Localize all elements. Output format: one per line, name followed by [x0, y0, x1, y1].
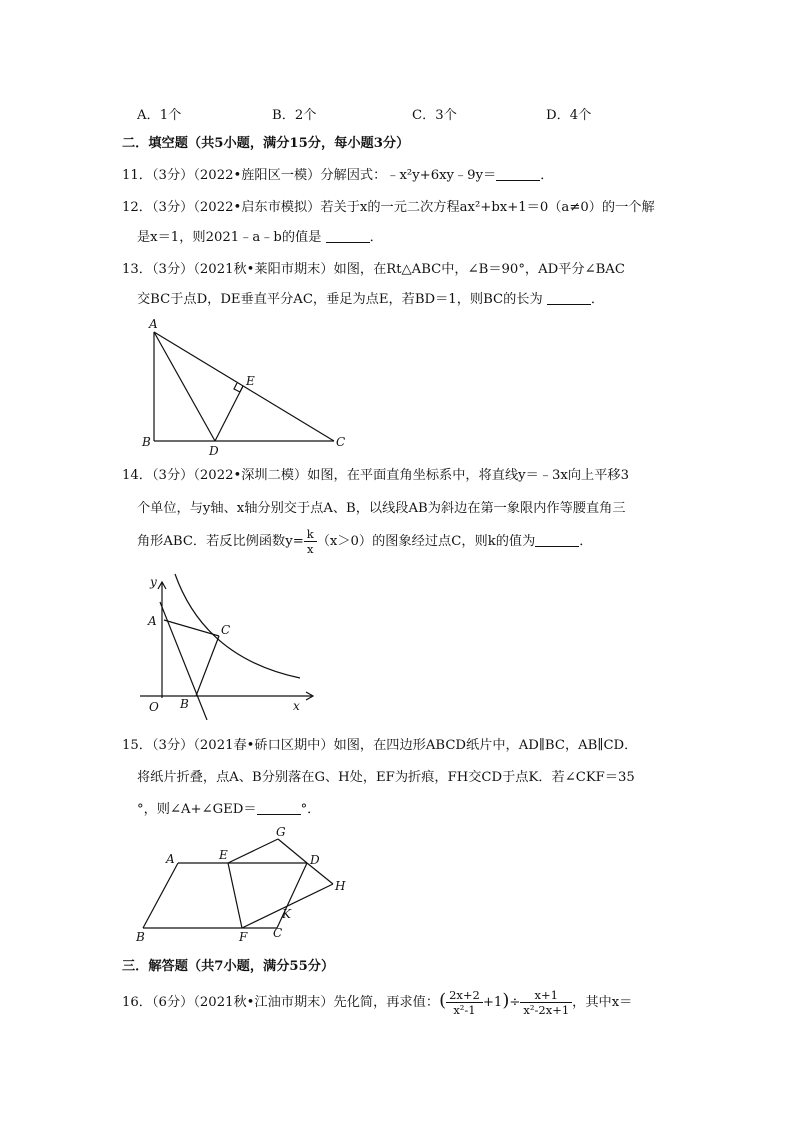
answer-blank [535, 534, 579, 547]
question-13-line1: 13．（3分）（2021秋•莱阳市期末）如图，在Rt△ABC中，∠B＝90°，AD平分∠BAC [122, 262, 625, 277]
question-14-line1: 14．（3分）（2022•深圳二模）如图，在平面直角坐标系中，将直线y＝﹣3x向上平移3 [122, 468, 629, 483]
section2-title: 二．填空题（共5小题，满分15分，每小题3分） [122, 136, 410, 151]
figure-13 [136, 315, 356, 460]
axis-y-label: y [150, 575, 157, 589]
question-14-line2: 个单位，与y轴、x轴分别交于点A、B，以线段AB为斜边在第一象限内作等腰直角三 [137, 501, 626, 516]
label-b: B [136, 930, 145, 944]
option-d: D．4个 [546, 108, 592, 123]
label-d: D [209, 444, 219, 458]
option-a: A．1个 [137, 108, 182, 123]
option-c: C．3个 [412, 108, 457, 123]
option-b: B．2个 [272, 108, 317, 123]
label-e: E [246, 374, 255, 388]
label-d: D [310, 853, 320, 867]
label-h: H [335, 879, 346, 893]
label-b: B [180, 697, 189, 711]
question-15-line3: °，则∠A+∠GED＝ °． [137, 802, 321, 817]
question-12-line2: 是x＝1，则2021﹣a﹣b的值是 ． [137, 230, 383, 245]
label-c: C [273, 926, 283, 940]
question-16: 16．（6分）（2021秋•江油市期末）先化简，再求值：( $\frac{2x+2}{\text{x²-1}}$ +1)÷ $\frac{x+1}{\text{x²-2x+1}}$ ，其中x＝ [122, 988, 633, 1017]
question-11: 11．（3分）（2022•旌阳区一模）分解因式：﹣x²y+6xy﹣9y＝ ． [122, 168, 554, 183]
answer-blank [496, 168, 540, 181]
label-a: A [166, 852, 175, 866]
axis-x-label: x [293, 699, 300, 713]
label-a: A [149, 317, 158, 331]
question-15-line1: 15．（3分）（2021春•硚口区期中）如图，在四边形ABCD纸片中，AD∥BC，AB∥CD． [122, 738, 638, 753]
answer-blank [326, 230, 370, 243]
answer-blank [547, 292, 591, 305]
label-c: C [336, 435, 346, 449]
label-c: C [221, 623, 231, 637]
figure-15 [135, 822, 355, 947]
label-a: A [148, 614, 157, 628]
label-f: F [239, 930, 248, 944]
label-o: O [149, 700, 159, 714]
label-e: E [219, 848, 228, 862]
label-k: K [282, 907, 291, 921]
fraction-1: $\frac{2x+2}{\text{x²-1}}$ [446, 988, 483, 1017]
fraction-k-over-x: $\frac{k}{x}$ [304, 527, 317, 556]
question-12-line1: 12．（3分）（2022•启东市模拟）若关于x的一元二次方程ax²+bx+1＝0（a≠0）的一个解 [122, 200, 655, 215]
question-15-line2: 将纸片折叠，点A、B分别落在G、H处，EF为折痕，FH交CD于点K．若∠CKF＝35 [137, 770, 635, 785]
fraction-2: $\frac{x+1}{\text{x²-2x+1}}$ [520, 988, 572, 1017]
figure-14 [135, 570, 325, 720]
question-13-line2: 交BC于点D，DE垂直平分AC，垂足为点E，若BD＝1，则BC的长为 ． [137, 292, 605, 307]
section3-title: 三．解答题（共7小题，满分55分） [122, 959, 335, 974]
answer-blank [257, 802, 301, 815]
label-b: B [142, 435, 151, 449]
question-14-line3: 角形ABC．若反比例函数y= $\frac{k}{x}$ （x＞0）的图象经过点C，则k的值为 ． [137, 527, 593, 556]
label-g: G [276, 825, 286, 839]
